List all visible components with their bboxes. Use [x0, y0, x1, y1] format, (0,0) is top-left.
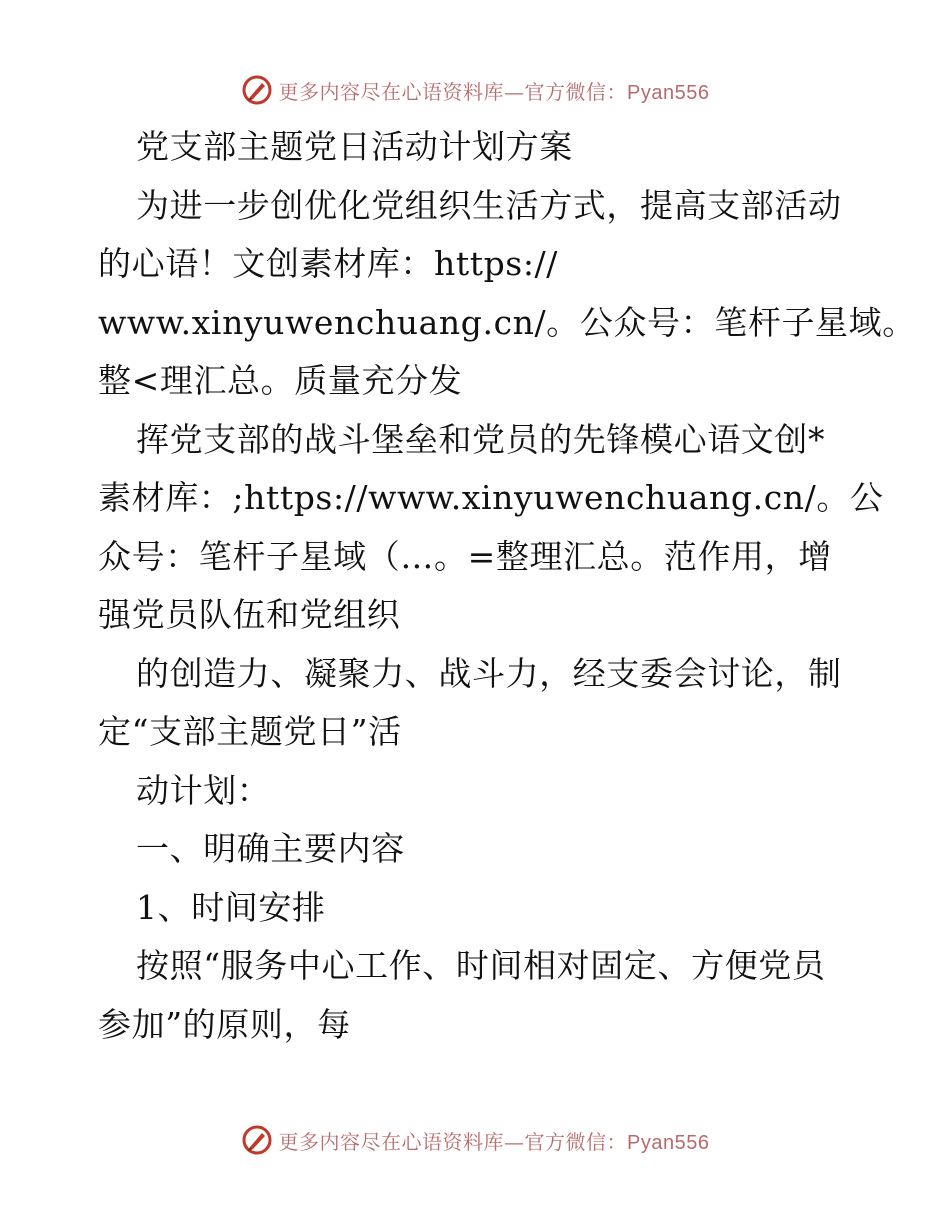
- subsection-heading: 1、时间安排: [136, 887, 326, 927]
- paragraph-line: 挥党支部的战斗堡垒和党员的先锋模心语文创*: [136, 419, 826, 459]
- paragraph-line: 按照“服务中心工作、时间相对固定、方便党员: [136, 946, 826, 985]
- paragraph-line: 整<理汇总。质量充分发: [98, 361, 463, 400]
- paragraph-line: 为进一步创优化党组织生活方式，提高支部活动: [136, 185, 842, 225]
- paragraph-line: 的心语！文创素材库：https://: [98, 244, 558, 283]
- paragraph-line: 定“支部主题党日”活: [98, 712, 402, 751]
- paragraph-line: 素材库：;https://www.xinyuwenchuang.cn/。公: [98, 478, 884, 517]
- wechat-id: Pyan556: [627, 81, 710, 104]
- document-body: [98, 118, 916, 1054]
- paragraph-line: 参加”的原则，每: [98, 1004, 351, 1044]
- header-banner: [0, 70, 950, 110]
- footer-banner: [0, 1120, 950, 1160]
- document-title: 党支部主题党日活动计划方案: [136, 127, 573, 166]
- banner-text: [279, 76, 710, 105]
- banner-label: 更多内容尽在心语资料库—官方微信：: [278, 1129, 628, 1154]
- paragraph-line: 强党员队伍和党组织: [98, 595, 401, 634]
- paragraph-line: 动计划：: [136, 770, 271, 810]
- section-heading: 一、明确主要内容: [136, 829, 405, 868]
- banner-label: 更多内容尽在心语资料库—官方微信：: [278, 79, 628, 104]
- pen-logo-icon: [241, 74, 273, 106]
- pen-logo-icon: [241, 1124, 273, 1156]
- paragraph-line: www.xinyuwenchuang.cn/。公众号：笔杆子星域。: [98, 302, 916, 342]
- paragraph-line: 众号：笔杆子星域（…。=整理汇总。范作用，增: [98, 536, 832, 576]
- paragraph-line: 的创造力、凝聚力、战斗力，经支委会讨论，制: [136, 653, 842, 693]
- wechat-id: Pyan556: [627, 1131, 710, 1154]
- banner-text: [279, 1126, 710, 1155]
